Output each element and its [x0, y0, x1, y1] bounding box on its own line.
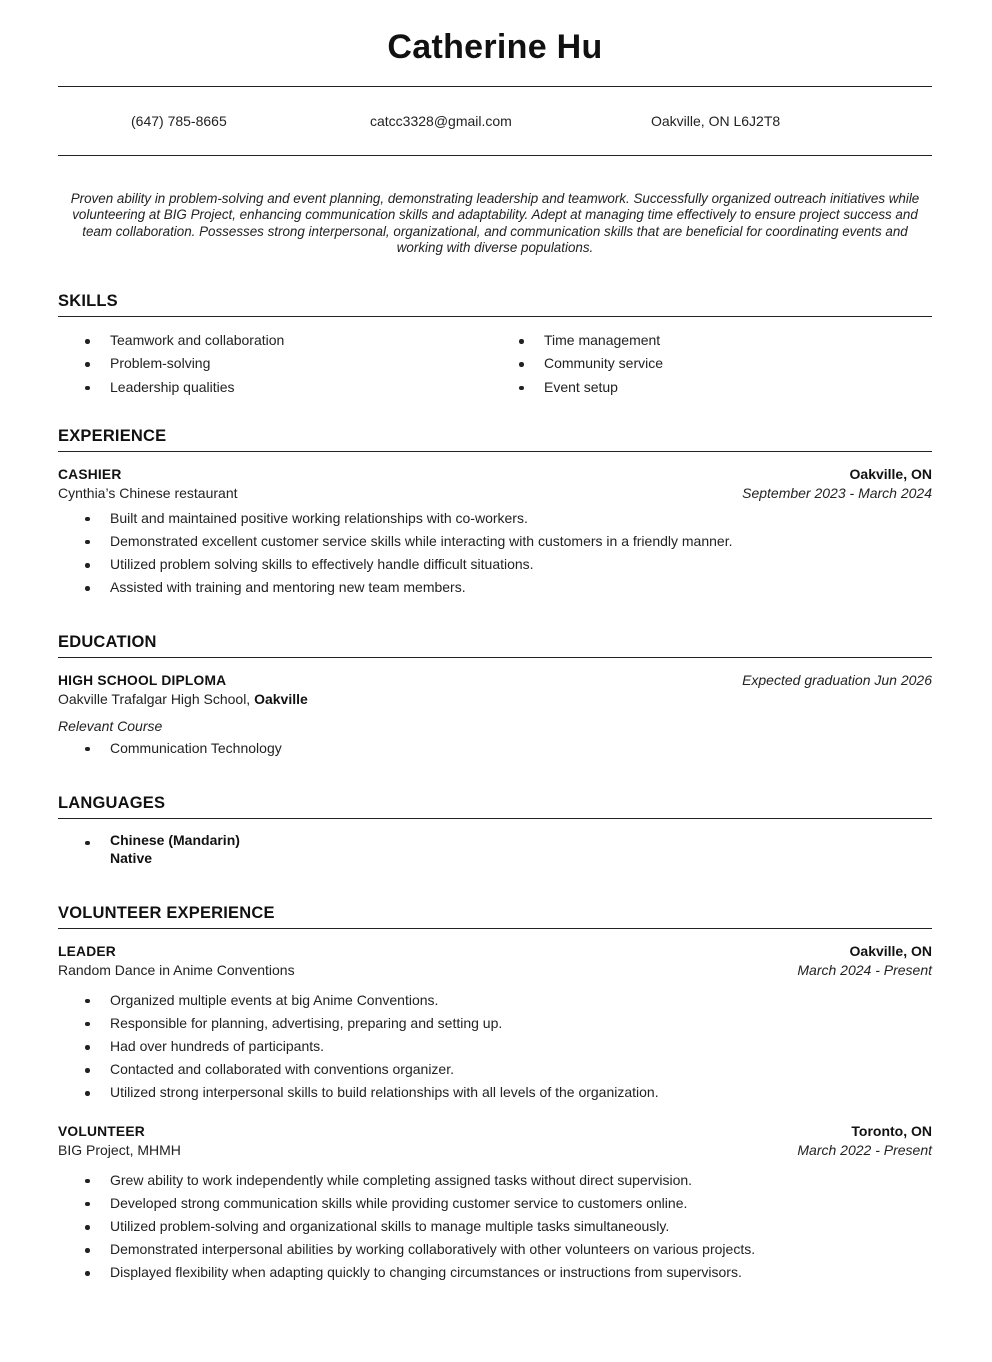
- degree: HIGH SCHOOL DIPLOMA: [58, 672, 227, 688]
- bullet-item: Had over hundreds of participants.: [58, 1035, 932, 1058]
- volunteer-org: Random Dance in Anime Conventions: [58, 961, 295, 978]
- job-employer: Cynthia’s Chinese restaurant: [58, 484, 238, 501]
- bullet-item: Grew ability to work independently while completing assigned tasks without direct supervision.: [58, 1169, 932, 1192]
- section-title-skills: SKILLS: [58, 292, 118, 311]
- course-label: Relevant Course: [58, 717, 163, 734]
- bullet-item: Contacted and collaborated with conventions organizer.: [58, 1058, 932, 1081]
- volunteer-org: BIG Project, MHMH: [58, 1141, 181, 1158]
- candidate-name: Catherine Hu: [387, 28, 603, 66]
- language-item: [58, 831, 932, 868]
- bullet-item: Demonstrated interpersonal abilities by working collaboratively with other volunteers on various projects.: [58, 1238, 932, 1261]
- skills-list-left: [58, 329, 492, 399]
- skill-item: Community service: [492, 352, 926, 375]
- bullet-item: Organized multiple events at big Anime Conventions.: [58, 989, 932, 1012]
- school-city: Oakville: [254, 690, 308, 707]
- contact-email: catcc3328@gmail.com: [370, 113, 512, 129]
- job-role: CASHIER: [58, 466, 122, 482]
- section-title-education: EDUCATION: [58, 632, 157, 651]
- volunteer-location: Toronto, ON: [851, 1122, 932, 1139]
- section-title-volunteer: VOLUNTEER EXPERIENCE: [58, 903, 275, 922]
- contact-bar: [58, 87, 932, 155]
- volunteer-entry: [58, 929, 932, 1105]
- contact-phone: (647) 785-8665: [131, 113, 227, 129]
- bullet-item: Demonstrated excellent customer service skills while interacting with customers in a friendly manner.: [58, 530, 932, 553]
- languages-section: [58, 789, 932, 868]
- volunteer-location: Oakville, ON: [849, 942, 932, 959]
- volunteer-section: [58, 899, 932, 1285]
- job-dates: September 2023 - March 2024: [742, 484, 932, 501]
- language-list: [58, 819, 932, 868]
- volunteer-bullets: [58, 980, 932, 1105]
- bullet-item: Assisted with training and mentoring new team members.: [58, 576, 932, 599]
- school-name: Oakville Trafalgar High School,: [58, 690, 255, 707]
- bullet-item: Responsible for planning, advertising, preparing and setting up.: [58, 1012, 932, 1035]
- volunteer-role: LEADER: [58, 943, 116, 959]
- education-section: [58, 628, 932, 760]
- bullet-item: Utilized problem-solving and organizational skills to manage multiple tasks simultaneously.: [58, 1215, 932, 1238]
- section-title-languages: LANGUAGES: [58, 793, 166, 812]
- skill-item: Leadership qualities: [58, 376, 492, 399]
- job-entry: [58, 452, 932, 600]
- course-list: [58, 736, 932, 760]
- course-item: Communication Technology: [58, 737, 932, 760]
- bullet-item: Utilized strong interpersonal skills to build relationships with all levels of the organization.: [58, 1081, 932, 1104]
- skill-item: Event setup: [492, 376, 926, 399]
- language-name: Chinese (Mandarin): [110, 831, 240, 848]
- job-bullets: [58, 503, 932, 600]
- volunteer-dates: March 2024 - Present: [797, 961, 932, 978]
- bullet-item: Built and maintained positive working relationships with co-workers.: [58, 507, 932, 530]
- volunteer-role: VOLUNTEER: [58, 1123, 145, 1139]
- language-level: Native: [110, 850, 153, 867]
- professional-summary: Proven ability in problem-solving and event planning, demonstrating leadership and teamwork. Successfully organized outreach initiatives while volunteering at BIG Project, enhancing communication skills and adaptability. Adept at managing time effectively to ensure project success and team collaboration. Possesses strong interpersonal, organizational, and communication skills that are beneficial for coordinating events and working with diverse populations.: [70, 191, 920, 255]
- bullet-item: Utilized problem solving skills to effectively handle difficult situations.: [58, 553, 932, 576]
- skill-item: Time management: [492, 329, 926, 352]
- education-entry: [58, 658, 932, 760]
- volunteer-bullets: [58, 1160, 932, 1285]
- graduation-date: Expected graduation Jun 2026: [742, 671, 932, 688]
- skills-section: [58, 287, 932, 399]
- skills-list-right: [492, 329, 926, 399]
- volunteer-entry: [58, 1105, 932, 1285]
- volunteer-dates: March 2022 - Present: [797, 1141, 932, 1158]
- job-location: Oakville, ON: [849, 465, 932, 482]
- skill-item: Problem-solving: [58, 352, 492, 375]
- experience-section: [58, 422, 932, 600]
- skill-item: Teamwork and collaboration: [58, 329, 492, 352]
- header-bottom-rule: [58, 155, 932, 156]
- section-title-experience: EXPERIENCE: [58, 426, 167, 445]
- bullet-item: Developed strong communication skills while providing customer service to customers online.: [58, 1192, 932, 1215]
- bullet-item: Displayed flexibility when adapting quickly to changing circumstances or instructions from supervisors.: [58, 1261, 932, 1284]
- contact-location: Oakville, ON L6J2T8: [651, 113, 781, 129]
